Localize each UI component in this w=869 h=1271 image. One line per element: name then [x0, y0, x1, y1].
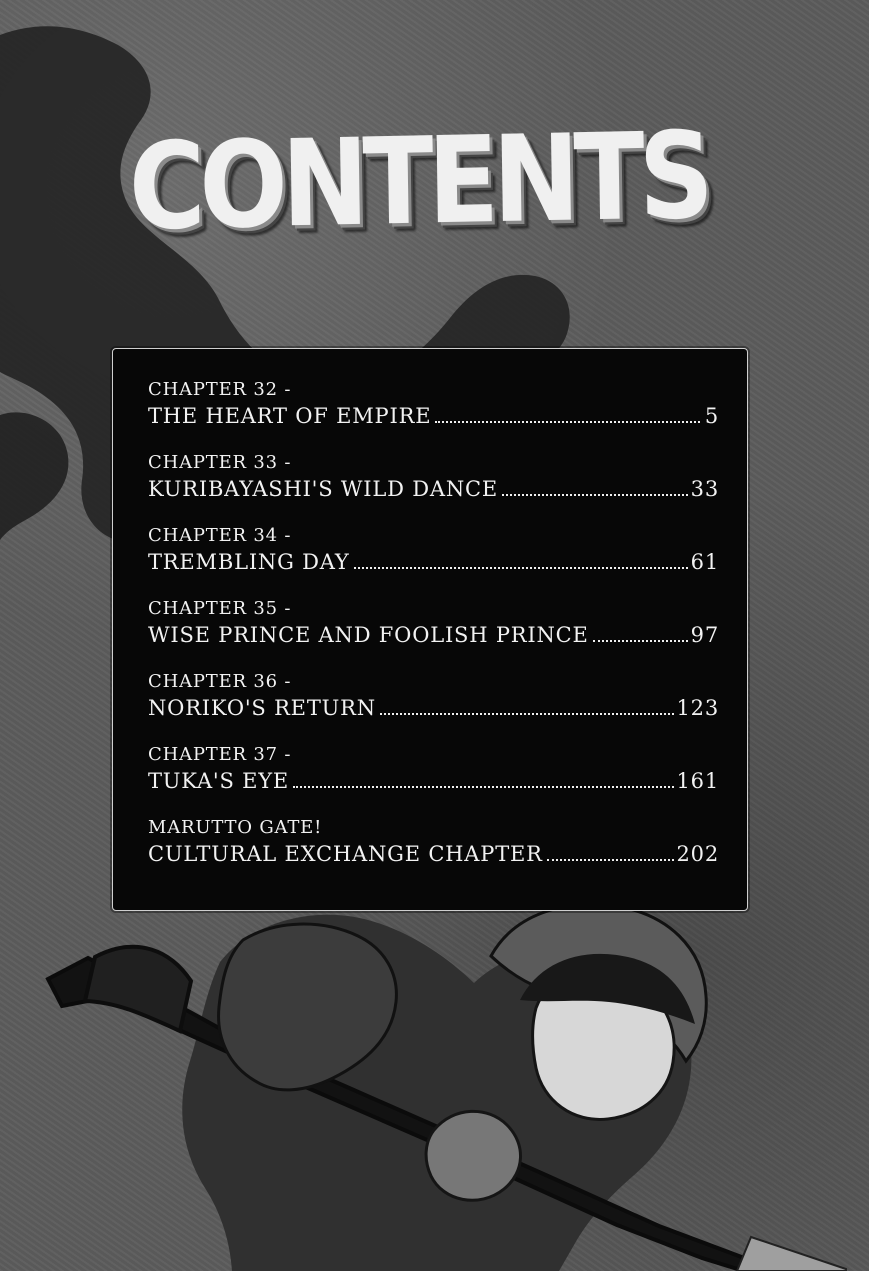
dotted-leader [293, 786, 673, 788]
page-number: 5 [704, 404, 719, 428]
chapter-entry-35 [148, 596, 719, 669]
chapter-entry-37 [148, 742, 719, 815]
chapter-title-line [148, 402, 719, 431]
chapter-title-line [148, 694, 719, 723]
chapter-title-line [148, 840, 719, 869]
chapter-title-line [148, 767, 719, 796]
rifle-stock-shape [85, 947, 191, 1031]
dotted-leader [354, 567, 688, 569]
chapter-title: TREMBLING DAY [148, 550, 350, 574]
claw-silhouette [0, 412, 68, 540]
dotted-leader [593, 640, 688, 642]
blade-shape [737, 1237, 846, 1271]
chapter-label: CHAPTER 32 - [148, 379, 292, 400]
chapter-label: CHAPTER 37 - [148, 744, 292, 765]
page-title: CONTENTS [127, 105, 709, 258]
dotted-leader [435, 421, 700, 423]
chapter-label: CHAPTER 33 - [148, 452, 292, 473]
page-number: 123 [676, 696, 719, 720]
hand-shape [426, 1111, 520, 1200]
chapter-label: CHAPTER 35 - [148, 598, 292, 619]
chapter-entry-32 [148, 377, 719, 450]
chapter-title: KURIBAYASHI'S WILD DANCE [148, 477, 499, 501]
dotted-leader [502, 494, 688, 496]
chapter-label: CHAPTER 34 - [148, 525, 292, 546]
dotted-leader [380, 713, 674, 715]
chapter-title-line [148, 475, 719, 504]
chapter-title: THE HEART OF EMPIRE [148, 404, 432, 428]
page-number: 202 [676, 842, 719, 866]
chapter-title-line [148, 548, 719, 577]
chapter-label: MARUTTO GATE! [148, 817, 323, 838]
special-chapter-entry [148, 815, 719, 888]
page-number: 97 [690, 623, 719, 647]
chapter-title: WISE PRINCE AND FOOLISH PRINCE [148, 623, 589, 647]
table-of-contents [112, 348, 748, 911]
chapter-title: TUKA'S EYE [148, 769, 290, 793]
dotted-leader [547, 859, 674, 861]
chapter-title: NORIKO'S RETURN [148, 696, 376, 720]
page-number: 61 [690, 550, 719, 574]
chapter-list [148, 377, 719, 888]
chapter-entry-34 [148, 523, 719, 596]
page-number: 161 [676, 769, 719, 793]
chapter-label: CHAPTER 36 - [148, 671, 292, 692]
page-number: 33 [690, 477, 719, 501]
chapter-entry-33 [148, 450, 719, 523]
chapter-entry-36 [148, 669, 719, 742]
chapter-title-line [148, 621, 719, 650]
chapter-title: CULTURAL EXCHANGE CHAPTER [148, 842, 543, 866]
